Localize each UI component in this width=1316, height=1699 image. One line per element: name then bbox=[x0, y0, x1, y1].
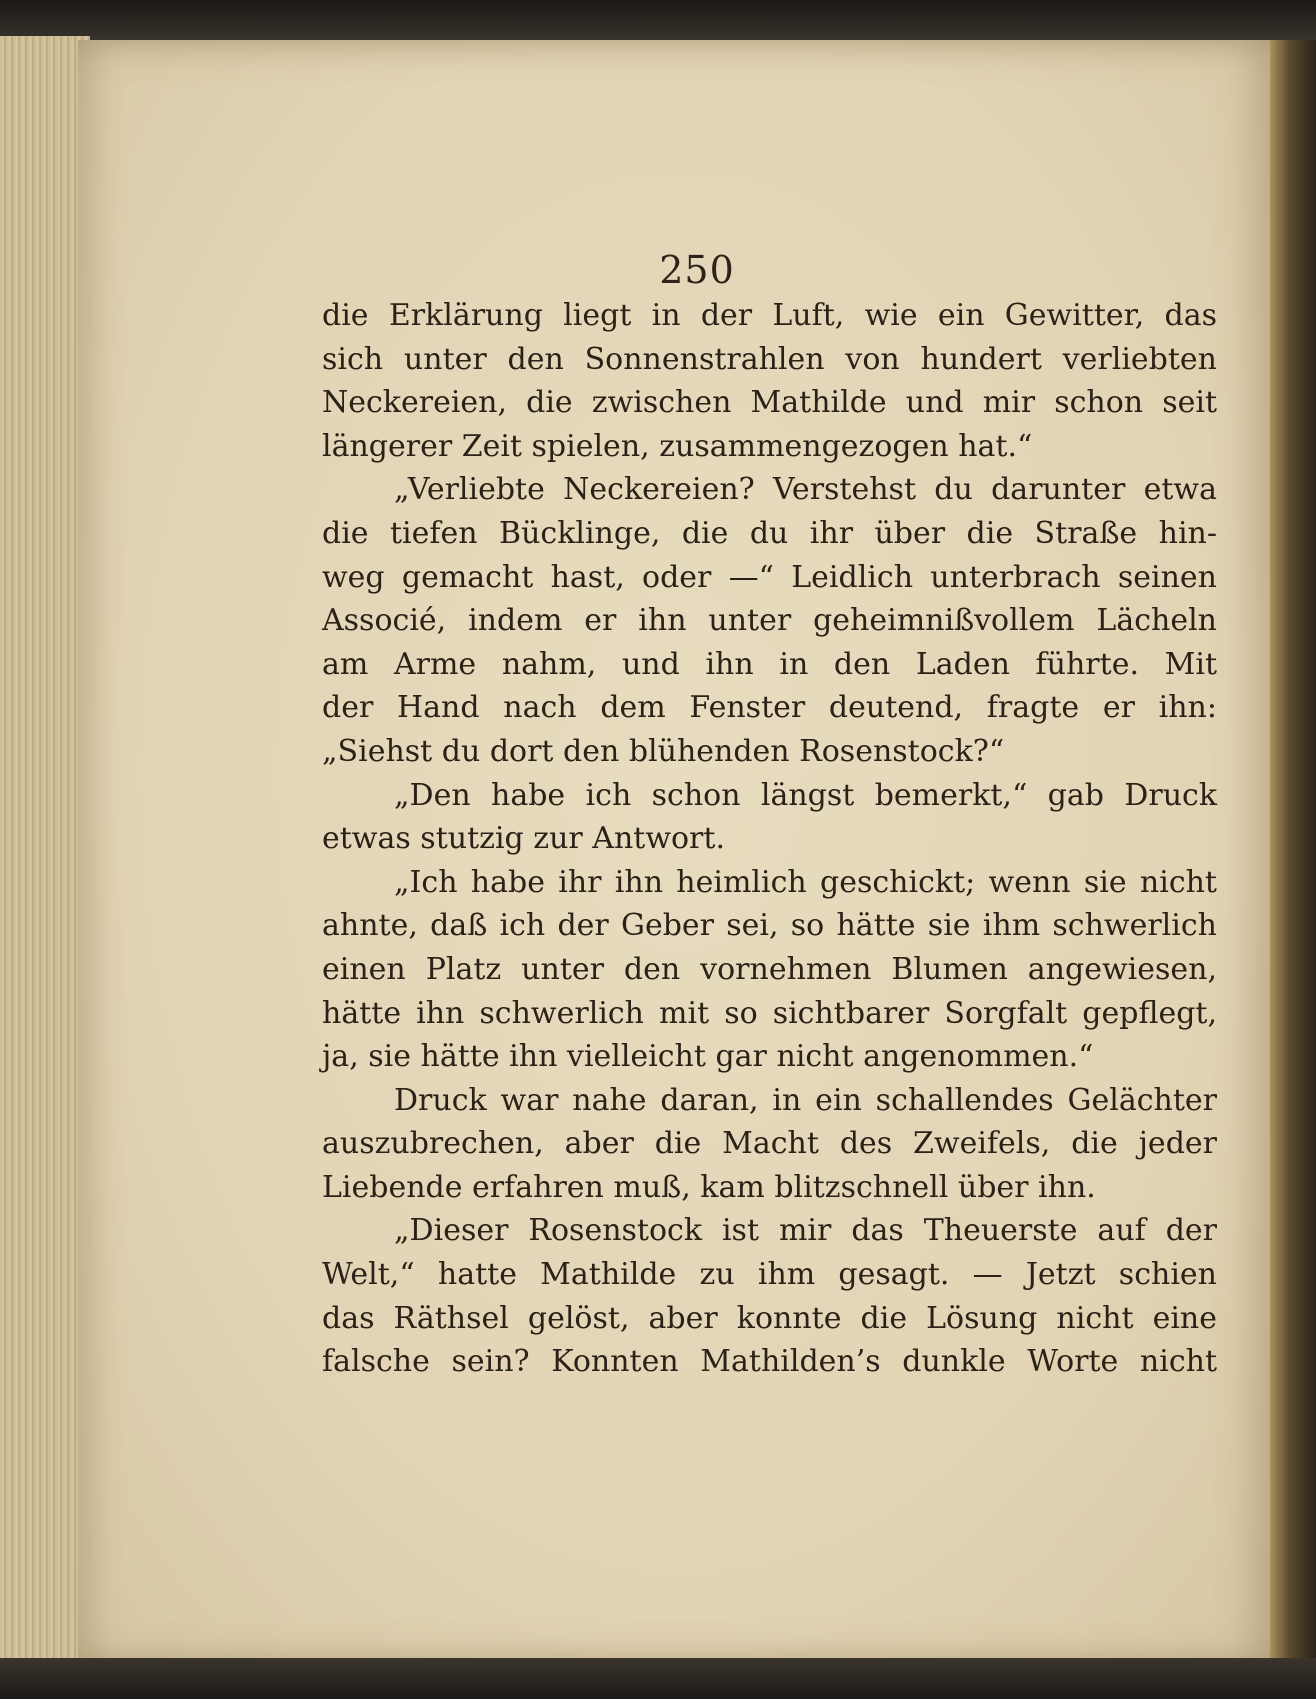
page-number: 250 bbox=[659, 248, 735, 292]
text-line: ja, sie hätte ihn vielleicht gar nicht angenommen.“ bbox=[322, 1039, 1094, 1075]
text-line: das Räthsel gelöst, aber konnte die Lösung nicht eine bbox=[322, 1300, 1217, 1336]
text-line: Neckereien, die zwischen Mathilde und mir schon seit bbox=[322, 385, 1217, 421]
text-line: am Arme nahm, und ihn in den Laden führte. Mit bbox=[322, 646, 1217, 682]
text-line: ahnte, daß ich der Geber sei, so hätte sie ihm schwerlich bbox=[322, 908, 1217, 944]
book-top-edge bbox=[0, 0, 1316, 44]
book-gutter bbox=[1270, 40, 1316, 1665]
text-line: „Ich habe ihr ihn heimlich geschickt; wenn sie nicht bbox=[394, 864, 1217, 900]
text-line: hätte ihn schwerlich mit so sichtbarer Sorgfalt gepflegt, bbox=[322, 995, 1217, 1031]
text-line: weg gemacht hast, oder —“ Leidlich unterbrach seinen bbox=[322, 559, 1217, 595]
text-line: auszubrechen, aber die Macht des Zweifels, die jeder bbox=[322, 1126, 1217, 1162]
text-line: Liebende erfahren muß, kam blitzschnell über ihn. bbox=[322, 1169, 1096, 1205]
text-line: längerer Zeit spielen, zusammengezogen hat.“ bbox=[322, 428, 1033, 464]
text-line: „Verliebte Neckereien? Verstehst du darunter etwa bbox=[394, 472, 1217, 508]
text-line: falsche sein? Konnten Mathilden’s dunkle Worte nicht bbox=[322, 1344, 1217, 1380]
text-line: Welt,“ hatte Mathilde zu ihm gesagt. — Jetzt schien bbox=[322, 1257, 1217, 1293]
text-line: die tiefen Bücklinge, die du ihr über die Straße hin- bbox=[322, 515, 1217, 551]
body-text bbox=[322, 294, 1217, 1384]
text-line: „Den habe ich schon längst bemerkt,“ gab Druck bbox=[394, 777, 1217, 813]
text-line: etwas stutzig zur Antwort. bbox=[322, 821, 725, 857]
text-line: Associé, indem er ihn unter geheimnißvollem Lächeln bbox=[322, 603, 1217, 639]
text-line: einen Platz unter den vornehmen Blumen angewiesen, bbox=[322, 951, 1217, 987]
text-line: die Erklärung liegt in der Luft, wie ein Gewitter, das bbox=[322, 298, 1217, 333]
text-line: Druck war nahe daran, in ein schallendes Gelächter bbox=[394, 1082, 1217, 1118]
text-line: „Siehst du dort den blühenden Rosenstock?“ bbox=[322, 733, 1005, 769]
text-line: der Hand nach dem Fenster deutend, fragte er ihn: bbox=[322, 690, 1217, 726]
book-bottom-edge bbox=[0, 1658, 1316, 1699]
text-line: „Dieser Rosenstock ist mir das Theuerste auf der bbox=[394, 1213, 1217, 1249]
text-line: sich unter den Sonnenstrahlen von hundert verliebten bbox=[322, 341, 1217, 377]
